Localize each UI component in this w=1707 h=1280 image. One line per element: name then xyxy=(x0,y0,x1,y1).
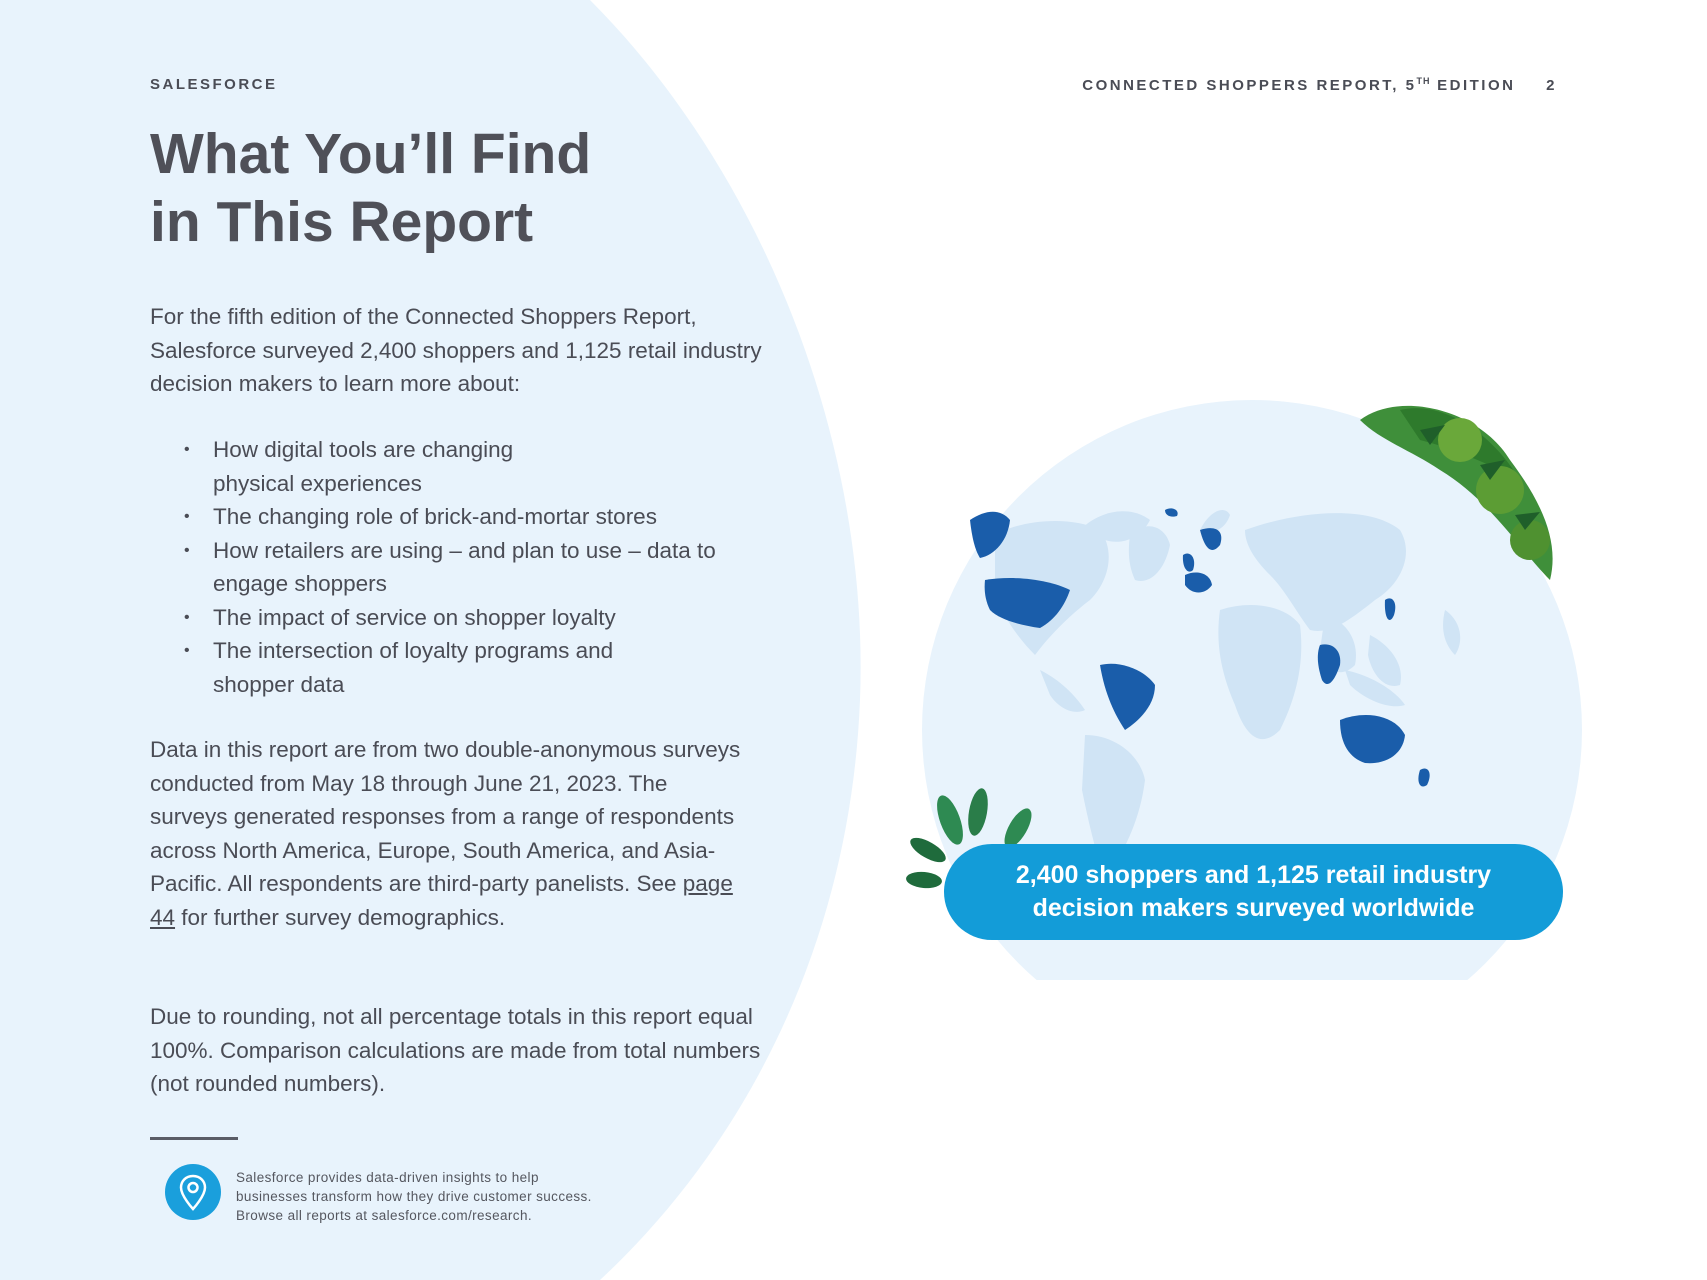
page-title-line1: What You’ll Find xyxy=(150,122,592,186)
callout-line1: 2,400 shoppers and 1,125 retail industry xyxy=(1015,861,1492,889)
intro-paragraph: For the fifth edition of the Connected Shoppers Report, Salesforce surveyed 2,400 shoppers and 1,125 retail industry decision makers to learn more about: xyxy=(150,304,762,396)
methodology-text: Data in this report are from two double-anonymous surveys conducted from May 18 through June 21, 2023. The surveys generated responses from a range of respondents across North America, Europe, South America, and Asia-Pacific. All respondents are third-party panelists. See xyxy=(150,737,741,896)
rounding-note: Due to rounding, not all percentage totals in this report equal 100%. Comparison calculations are made from total numbers (not rounded numbers). xyxy=(150,1004,761,1096)
report-title-edition: EDITION xyxy=(1430,77,1516,94)
brand-label: SALESFORCE xyxy=(150,76,278,93)
list-item: • The impact of service on shopper loyalty xyxy=(150,601,780,635)
report-title-superscript: TH xyxy=(1416,76,1431,86)
callout-line2: decision makers surveyed worldwide xyxy=(1032,894,1475,922)
page-title xyxy=(150,120,710,256)
list-item: • The changing role of brick-and-mortar stores xyxy=(150,500,780,534)
footnote-line3: Browse all reports at salesforce.com/research. xyxy=(236,1208,533,1223)
page-title-line2: in This Report xyxy=(150,190,534,254)
page-44-link[interactable]: page 44 xyxy=(150,871,733,930)
topic-list xyxy=(150,433,780,701)
location-pin-icon xyxy=(165,1164,221,1220)
survey-callout-banner xyxy=(944,844,1563,940)
footnote-line1: Salesforce provides data-driven insights to help xyxy=(236,1170,539,1185)
methodology-text-end: for further survey demographics. xyxy=(175,904,506,930)
footnote-line2: businesses transform how they drive customer success. xyxy=(236,1189,592,1204)
divider xyxy=(150,1137,238,1140)
report-title: CONNECTED SHOPPERS REPORT, 5 xyxy=(1082,77,1417,94)
methodology-paragraph xyxy=(150,733,750,934)
list-item: • How digital tools are changing physical experiences xyxy=(150,433,543,500)
page-number: 2 xyxy=(1546,77,1557,94)
list-item: • How retailers are using – and plan to use – data to engage shoppers xyxy=(150,534,733,601)
footnote-text xyxy=(236,1168,676,1225)
list-item: • The intersection of loyalty programs and shopper data xyxy=(150,634,633,701)
report-header xyxy=(1082,76,1557,94)
